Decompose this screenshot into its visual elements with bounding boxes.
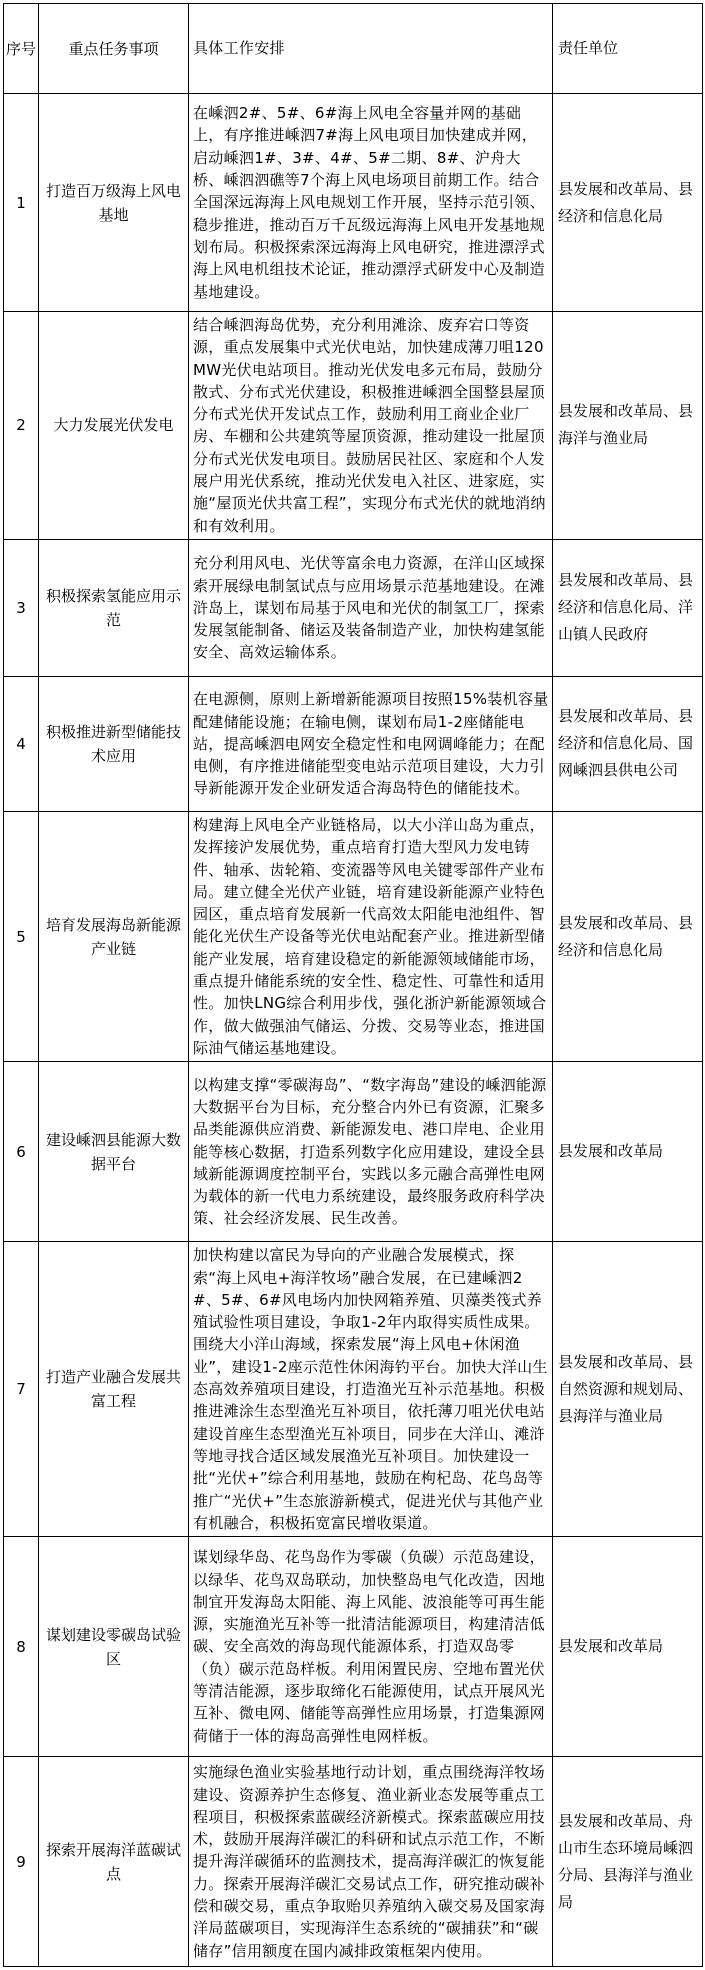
row-serial-number: 6 — [4, 1062, 39, 1242]
header-work-plan: 具体工作安排 — [189, 4, 553, 94]
row-serial-number: 9 — [4, 1757, 39, 1967]
row-key-task: 谋划建设零碳岛试验区 — [39, 1537, 189, 1757]
header-responsible-unit: 责任单位 — [553, 4, 703, 94]
table-row — [4, 1062, 703, 1242]
table-row — [4, 312, 703, 540]
header-row — [4, 4, 703, 94]
row-work-plan: 构建海上风电全产业链格局，以大小洋山岛为重点，发挥接沪发展优势，重点培育打造大型风力发电铸件、轴承、齿轮箱、变流器等风电关键零部件产业布局。建立健全光伏产业链，培育建设新能源产业特色园区，重点培育发展新一代高效太阳能电池组件、智能化光伏生产设备等光伏电站配套产业。推进新型储能产业发展，培育建设稳定的新能源领域储能市场，重点提升储能系统的安全性、稳定性、可靠性和适用性。加快LNG综合利用步伐，强化浙沪新能源领域合作，做大做强油气储运、分拨、交易等业态，推进国际油气储运基地建设。 — [189, 811, 553, 1061]
row-responsible-unit: 县发展和改革局、县经济和信息化局 — [553, 811, 703, 1061]
table-row — [4, 94, 703, 312]
header-key-task: 重点任务事项 — [39, 4, 189, 94]
row-responsible-unit: 县发展和改革局、县海洋与渔业局 — [553, 312, 703, 540]
row-serial-number: 3 — [4, 539, 39, 676]
row-responsible-unit: 县发展和改革局、舟山市生态环境局嵊泗分局、县海洋与渔业局 — [553, 1757, 703, 1967]
row-serial-number: 1 — [4, 94, 39, 312]
row-responsible-unit: 县发展和改革局、县自然资源和规划局、县海洋与渔业局 — [553, 1242, 703, 1537]
row-serial-number: 8 — [4, 1537, 39, 1757]
row-serial-number: 7 — [4, 1242, 39, 1537]
row-serial-number: 2 — [4, 312, 39, 540]
table-row — [4, 1242, 703, 1537]
row-responsible-unit: 县发展和改革局、县经济和信息化局 — [553, 94, 703, 312]
row-serial-number: 5 — [4, 811, 39, 1061]
row-key-task: 探索开展海洋蓝碳试点 — [39, 1757, 189, 1967]
row-responsible-unit: 县发展和改革局、县经济和信息化局、国网嵊泗县供电公司 — [553, 676, 703, 811]
row-responsible-unit: 县发展和改革局 — [553, 1062, 703, 1242]
row-key-task: 培育发展海岛新能源产业链 — [39, 811, 189, 1061]
row-work-plan: 结合嵊泗海岛优势，充分利用滩涂、废弃宕口等资源，重点发展集中式光伏电站，加快建成薄刀咀120MW光伏电站项目。推动光伏发电多元布局，鼓励分散式、分布式光伏建设，积极推进嵊泗全国整县屋顶分布式光伏开发试点工作，鼓励利用工商业企业厂房、车棚和公共建筑等屋顶资源，推动建设一批屋顶分布式光伏发电项目。鼓励居民社区、家庭和个人发展户用光伏系统，推动光伏发电入社区、进家庭，实施“屋顶光伏共富工程”，实现分布式光伏的就地消纳和有效利用。 — [189, 312, 553, 540]
table-row — [4, 1757, 703, 1967]
row-key-task: 打造百万级海上风电基地 — [39, 94, 189, 312]
key-tasks-table — [3, 3, 703, 1967]
row-key-task: 积极推进新型储能技术应用 — [39, 676, 189, 811]
row-key-task: 建设嵊泗县能源大数据平台 — [39, 1062, 189, 1242]
row-serial-number: 4 — [4, 676, 39, 811]
row-work-plan: 加快构建以富民为导向的产业融合发展模式，探索“海上风电+海洋牧场”融合发展，在已建嵊泗2#、5#、6#风电场内加快网箱养殖、贝藻类筏式养殖试验性项目建设，争取1-2年内取得实质性成果。围绕大小洋山海域，探索发展“海上风电+休闲渔业”，建设1-2座示范性休闲海钓平台。加快大洋山生态高效养殖项目建设，打造渔光互补示范基地。积极推进滩涂生态型渔光互补项目，依托薄刀咀光伏电站建设首座生态型渔光互补项目，同步在大洋山、滩浒等地寻找合适区域发展渔光互补项目。加快建设一批“光伏+”综合利用基地，鼓励在枸杞岛、花鸟岛等推广“光伏+”生态旅游新模式，促进光伏与其他产业有机融合，积极拓宽富民增收渠道。 — [189, 1242, 553, 1537]
row-work-plan: 谋划绿华岛、花鸟岛作为零碳（负碳）示范岛建设，以绿华、花鸟双岛联动，加快整岛电气化改造，因地制宜开发海岛太阳能、海上风能、波浪能等可再生能源，实施渔光互补等一批清洁能源项目，构建清洁低碳、安全高效的海岛现代能源体系，打造双岛零（负）碳示范岛样板。利用闲置民房、空地布置光伏等清洁能源，逐步取缔化石能源使用，试点开展风光互补、微电网、储能等高弹性应用场景，打造集源网荷储于一体的海岛高弹性电网样板。 — [189, 1537, 553, 1757]
row-work-plan: 充分利用风电、光伏等富余电力资源，在洋山区域探索开展绿电制氢试点与应用场景示范基地建设。在滩浒岛上，谋划布局基于风电和光伏的制氢工厂，探索发展氢能制备、储运及装备制造产业，加快构建氢能安全、高效运输体系。 — [189, 539, 553, 676]
table-row — [4, 539, 703, 676]
table-row — [4, 676, 703, 811]
table-row — [4, 1537, 703, 1757]
header-serial-number: 序号 — [4, 4, 39, 94]
table-row — [4, 811, 703, 1061]
row-work-plan: 实施绿色渔业实验基地行动计划，重点围绕海洋牧场建设、资源养护生态修复、渔业新业态发展等重点工程项目，积极探索蓝碳经济新模式。探索蓝碳应用技术，鼓励开展海洋碳汇的科研和试点示范工作，不断提升海洋碳循环的监测技术，提高海洋碳汇的恢复能力。探索开展海洋碳汇交易试点工作，研究推动碳补偿和碳交易，重点争取贻贝养殖纳入碳交易及国家海洋局蓝碳项目，实现海洋生态系统的“碳捕获”和“碳储存”信用额度在国内减排政策框架内使用。 — [189, 1757, 553, 1967]
row-key-task: 打造产业融合发展共富工程 — [39, 1242, 189, 1537]
row-key-task: 大力发展光伏发电 — [39, 312, 189, 540]
row-work-plan: 在嵊泗2#、5#、6#海上风电全容量并网的基础上，有序推进嵊泗7#海上风电项目加快建成并网，启动嵊泗1#、3#、4#、5#二期、8#、沪舟大桥、嵊泗泗礁等7个海上风电场项目前期工作。结合全国深远海海上风电规划工作开展，坚持示范引领、稳步推进，推动百万千瓦级远海海上风电开发基地规划布局。积极探索深远海海上风电研究，推进漂浮式海上风电机组技术论证，推动漂浮式研发中心及制造基地建设。 — [189, 94, 553, 312]
row-responsible-unit: 县发展和改革局、县经济和信息化局、洋山镇人民政府 — [553, 539, 703, 676]
table-body — [4, 94, 703, 1967]
row-responsible-unit: 县发展和改革局 — [553, 1537, 703, 1757]
row-work-plan: 在电源侧，原则上新增新能源项目按照15%装机容量配建储能设施；在输电侧，谋划布局1-2座储能电站，提高嵊泗电网安全稳定性和电网调峰能力；在配电侧，有序推进储能型变电站示范项目建设，大力引导新能源开发企业研发适合海岛特色的储能技术。 — [189, 676, 553, 811]
row-key-task: 积极探索氢能应用示范 — [39, 539, 189, 676]
row-work-plan: 以构建支撑“零碳海岛”、“数字海岛”建设的嵊泗能源大数据平台为目标，充分整合内外已有资源，汇聚多品类能源供应消费、新能源发电、港口岸电、企业用能等核心数据，打造系列数字化应用建设，建设全县域新能源调度控制平台，实践以多元融合高弹性电网为载体的新一代电力系统建设，最终服务政府科学决策、社会经济发展、民生改善。 — [189, 1062, 553, 1242]
